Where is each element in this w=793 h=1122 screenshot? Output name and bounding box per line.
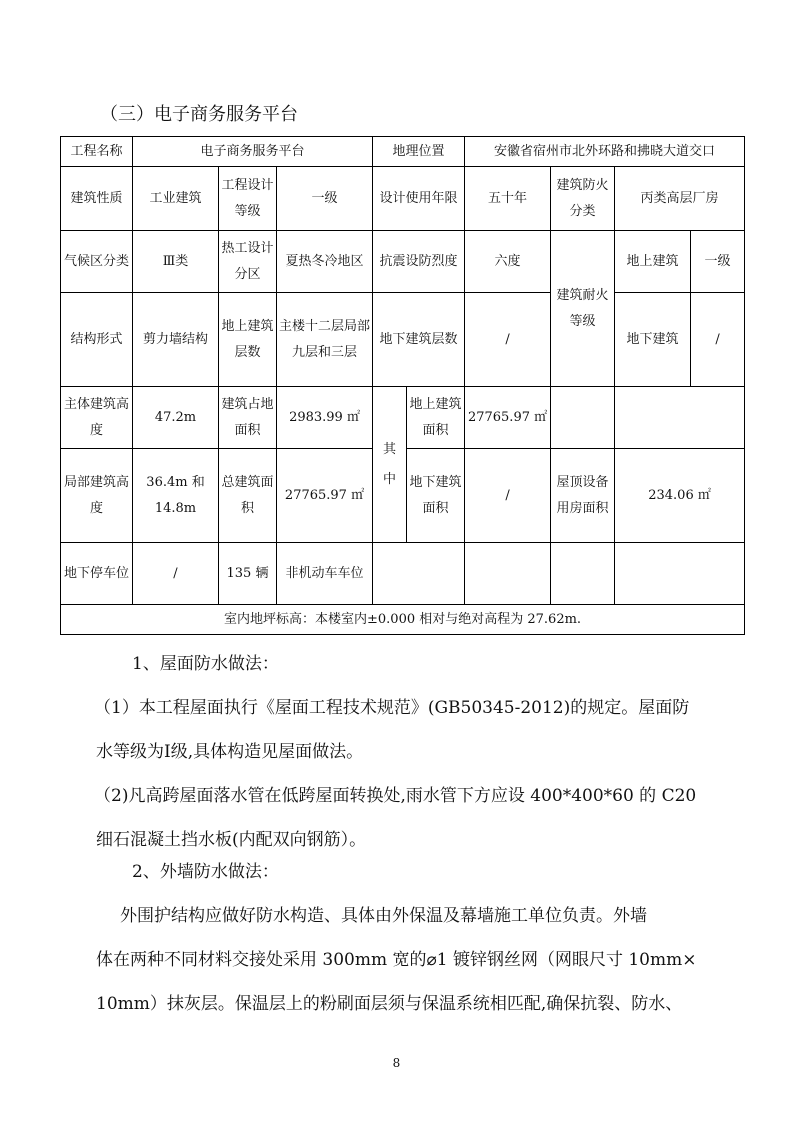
cell: 电子商务服务平台 [133, 137, 373, 167]
cell: 地下停车位 [61, 543, 133, 605]
cell: / [465, 449, 551, 543]
cell: 36.4m 和 14.8m [133, 449, 219, 543]
cell: Ⅲ类 [133, 231, 219, 293]
cell: 其中 [373, 387, 407, 543]
paragraph-line: 体在两种不同材料交接处采用 300mm 宽的⌀1 镀锌钢丝网（网眼尺寸 10mm× [96, 950, 697, 970]
cell: 剪力墙结构 [133, 293, 219, 387]
cell: 六度 [465, 231, 551, 293]
cell: 建筑占地面积 [219, 387, 277, 449]
cell: 2983.99 ㎡ [277, 387, 373, 449]
subsection-title: 2、外墙防水做法： [132, 862, 279, 882]
cell: 抗震设防烈度 [373, 231, 465, 293]
cell: 夏热冬冷地区 [277, 231, 373, 293]
cell: 总建筑面积 [219, 449, 277, 543]
cell: 建筑性质 [61, 167, 133, 231]
cell: 47.2m [133, 387, 219, 449]
cell: 工程名称 [61, 137, 133, 167]
cell: 地上建筑层数 [219, 293, 277, 387]
cell: 地上建筑 [615, 231, 691, 293]
cell: 五十年 [465, 167, 551, 231]
paragraph-line: 水等级为Ⅰ级,具体构造见屋面做法。 [96, 742, 364, 762]
cell: 地下建筑层数 [373, 293, 465, 387]
section-heading: （三）电子商务服务平台 [100, 104, 298, 125]
paragraph-line: 外围护结构应做好防水构造、具体由外保温及幕墙施工单位负责。外墙 [120, 906, 647, 926]
cell: 气候区分类 [61, 231, 133, 293]
cell: 屋顶设备用房面积 [551, 449, 615, 543]
project-info-table [60, 136, 745, 635]
cell: 非机动车车位 [277, 543, 373, 605]
cell: 地上建筑面积 [407, 387, 465, 449]
cell [551, 543, 615, 605]
paragraph [96, 686, 726, 774]
cell: 热工设计分区 [219, 231, 277, 293]
cell: 室内地坪标高：本楼室内±0.000 相对与绝对高程为 27.62m. [61, 605, 745, 635]
cell: 主楼十二层局部九层和三层 [277, 293, 373, 387]
cell: 工程设计等级 [219, 167, 277, 231]
paragraph-line: （2)凡高跨屋面落水管在低跨屋面转换处,雨水管下方应设 400*400*60 的 C20 [94, 786, 697, 806]
cell: 建筑耐火等级 [551, 231, 615, 387]
cell: 局部建筑高度 [61, 449, 133, 543]
cell: 地理位置 [373, 137, 465, 167]
cell: 135 辆 [219, 543, 277, 605]
cell [465, 543, 551, 605]
cell: 主体建筑高度 [61, 387, 133, 449]
cell: 丙类高层厂房 [615, 167, 745, 231]
paragraph-line: （1）本工程屋面执行《屋面工程技术规范》(GB50345-2012)的规定。屋面防 [94, 698, 690, 718]
cell: 234.06 ㎡ [615, 449, 745, 543]
cell: 一级 [691, 231, 745, 293]
cell: 地下建筑 [615, 293, 691, 387]
paragraph-line: 10mm）抹灰层。保温层上的粉刷面层须与保温系统相匹配,确保抗裂、防水、 [96, 994, 683, 1014]
cell [551, 387, 615, 449]
cell: 安徽省宿州市北外环路和拂晓大道交口 [465, 137, 745, 167]
cell [615, 387, 745, 449]
cell: 27765.97 ㎡ [277, 449, 373, 543]
cell: 结构形式 [61, 293, 133, 387]
cell: 27765.97 ㎡ [465, 387, 551, 449]
page-number: 8 [392, 1056, 401, 1070]
cell: / [465, 293, 551, 387]
cell: 一级 [277, 167, 373, 231]
paragraph-line: 细石混凝土挡水板(内配双向钢筋）。 [96, 830, 367, 850]
cell: / [691, 293, 745, 387]
paragraph [96, 774, 726, 862]
cell: 建筑防火分类 [551, 167, 615, 231]
cell: 设计使用年限 [373, 167, 465, 231]
cell [615, 543, 745, 605]
subsection-title: 1、屋面防水做法： [132, 654, 279, 674]
cell: / [133, 543, 219, 605]
cell: 工业建筑 [133, 167, 219, 231]
cell: 地下建筑面积 [407, 449, 465, 543]
cell [373, 543, 465, 605]
paragraph [96, 894, 726, 1026]
